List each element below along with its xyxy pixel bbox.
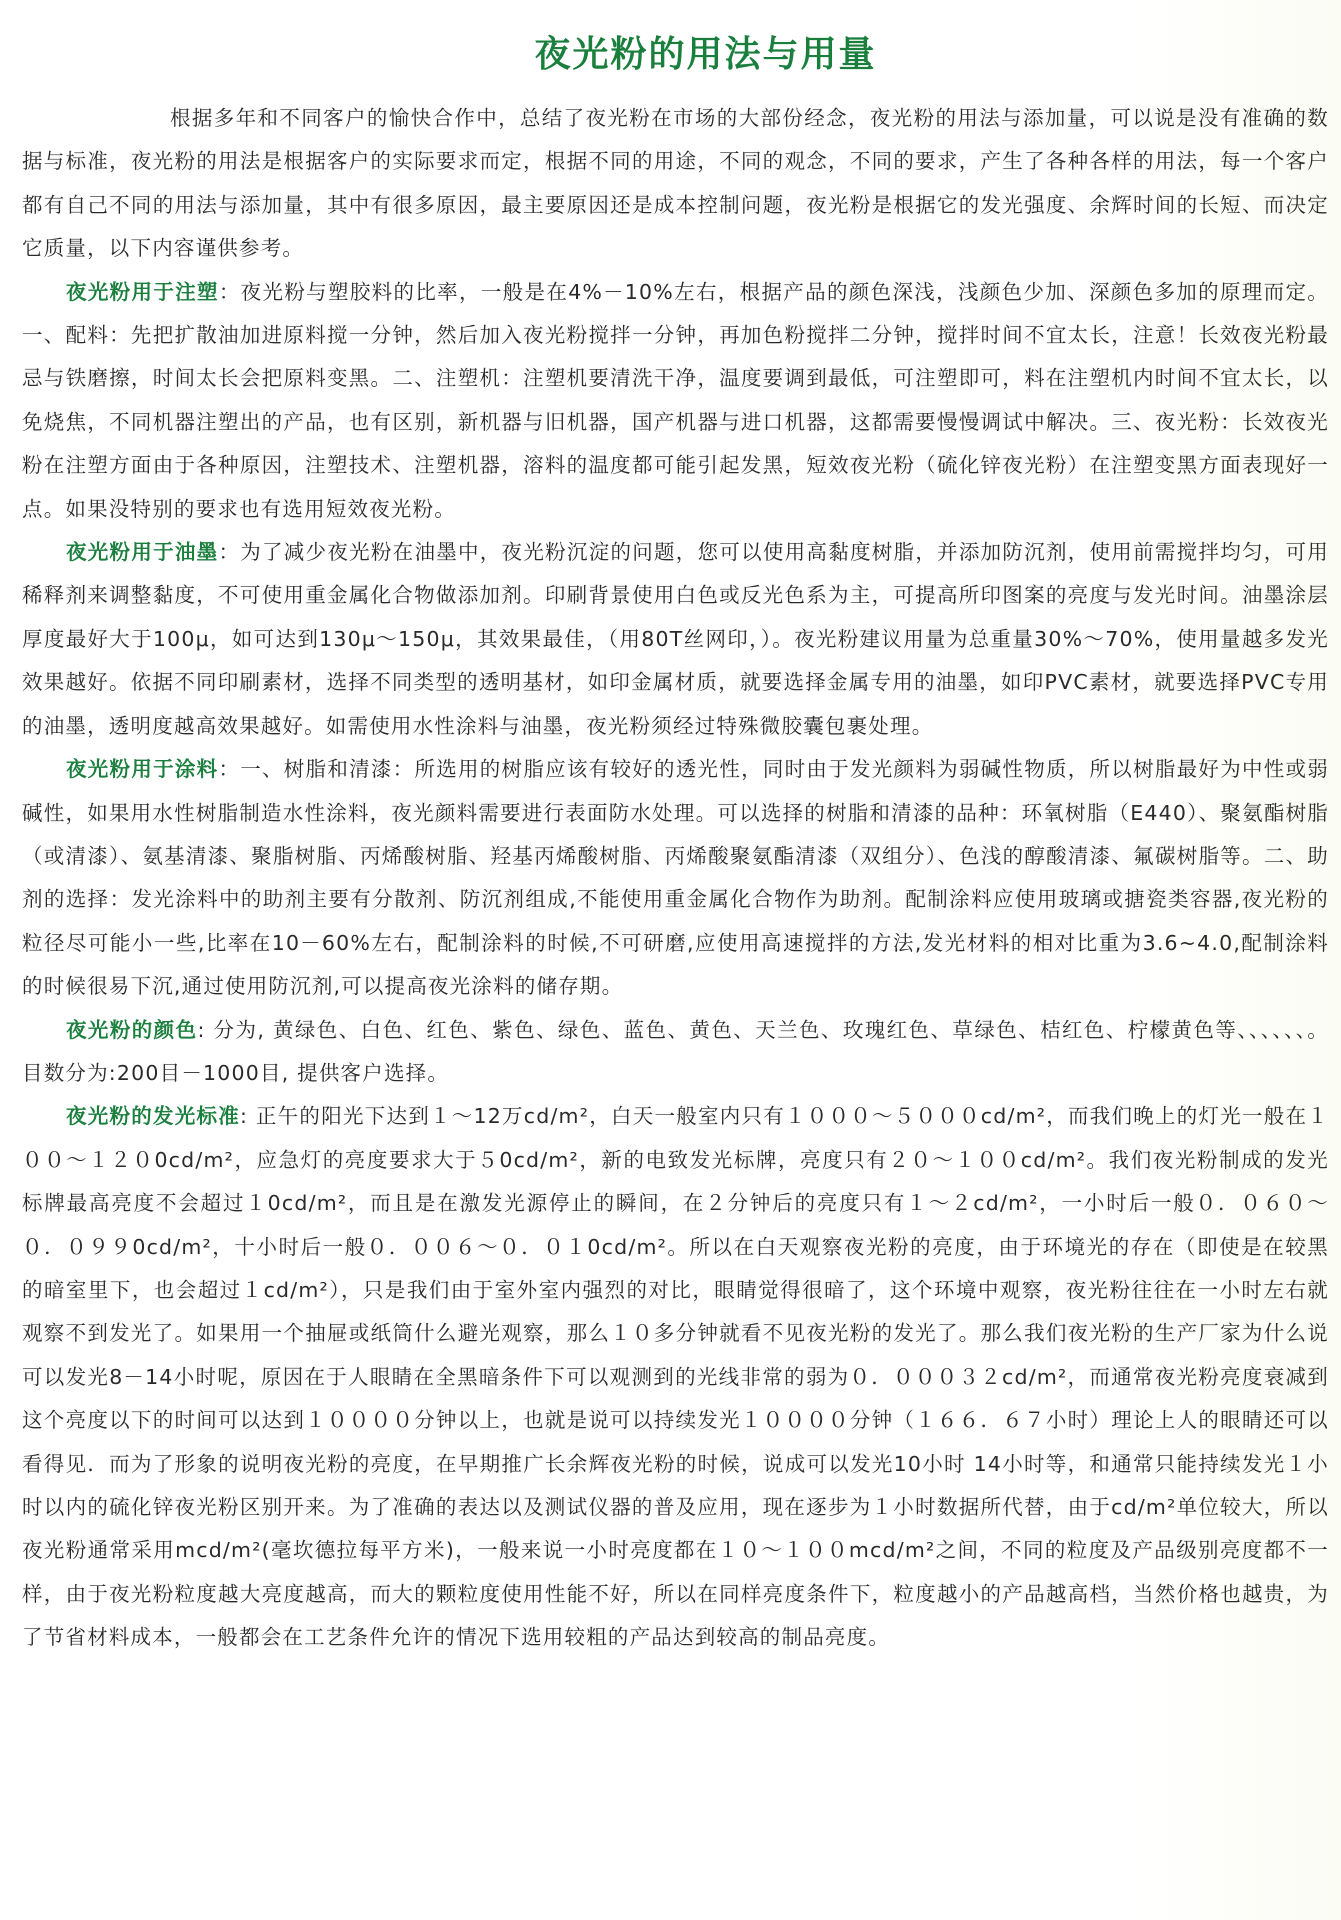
- section-heading: 夜光粉的发光标准: [66, 1104, 241, 1129]
- section-heading: 夜光粉用于油墨: [66, 540, 219, 565]
- section-heading: 夜光粉用于注塑: [66, 279, 219, 304]
- section-body: ：一、树脂和清漆：所选用的树脂应该有较好的透光性，同时由于发光颜料为弱碱性物质，所以树脂最好为中性或弱碱性，如果用水性树脂制造水性涂料，夜光颜料需要进行表面防水处理。可以选择的树脂和清漆的品种：环氧树脂（E440）、聚氨酯树脂（或清漆）、氨基清漆、聚脂树脂、丙烯酸树脂、羟基丙烯酸树脂、丙烯酸聚氨酯清漆（双组分）、色浅的醇酸清漆、氟碳树脂等。二、助剂的选择：发光涂料中的助剂主要有分散剂、防沉剂组成,不能使用重金属化合物作为助剂。配制涂料应使用玻璃或搪瓷类容器,夜光粉的粒径尽可能小一些,比率在10－60%左右，配制涂料的时候,不可研磨,应使用高速搅拌的方法,发光材料的相对比重为3.6~4.0,配制涂料的时候很易下沉,通过使用防沉剂,可以提高夜光涂料的储存期。: [22, 757, 1330, 999]
- section-body: : 正午的阳光下达到１～12万cd/m²，白天一般室内只有１０００～５０００cd/m²，而我们晚上的灯光一般在１００～１２０0cd/m²，应急灯的亮度要求大于５0cd/m²，新的电致发光标牌，亮度只有２０～１００cd/m²。我们夜光粉制成的发光标牌最高亮度不会超过１0cd/m²，而且是在激发光源停止的瞬间，在２分钟后的亮度只有１～２cd/m²，一小时后一般０．０６０～０．０９９0cd/m²，十小时后一般０．００６～０．０１0cd/m²。所以在白天观察夜光粉的亮度，由于环境光的存在（即使是在较黑的暗室里下，也会超过１cd/m²），只是我们由于室外室内强烈的对比，眼睛觉得很暗了，这个环境中观察，夜光粉往往在一小时左右就观察不到发光了。如果用一个抽屉或纸筒什么避光观察，那么１０多分钟就看不见夜光粉的发光了。那么我们夜光粉的生产厂家为什么说可以发光8－14小时呢，原因在于人眼睛在全黑暗条件下可以观测到的光线非常的弱为０．０００３２cd/m²，而通常夜光粉亮度衰减到这个亮度以下的时间可以达到１００００分钟以上，也就是说可以持续发光１００００分钟（１６６．６７小时）理论上人的眼睛还可以看得见．而为了形象的说明夜光粉的亮度，在早期推广长余辉夜光粉的时候，说成可以发光10小时 14小时等，和通常只能持续发光１小时以内的硫化锌夜光粉区别开来。为了准确的表达以及测试仪器的普及应用，现在逐步为１小时数据所代替，由于cd/m²单位较大，所以夜光粉通常采用mcd/m²(毫坎德拉每平方米)，一般来说一小时亮度都在１０～１００mcd/m²之间，不同的粒度及产品级别亮度都不一样，由于夜光粉粒度越大亮度越高，而大的颗粒度使用性能不好，所以在同样亮度条件下，粒度越小的产品越高档，当然价格也越贵，为了节省材料成本，一般都会在工艺条件允许的情况下选用较粗的产品达到较高的制品亮度。: [22, 1104, 1329, 1650]
- section-heading: 夜光粉的颜色: [66, 1017, 198, 1042]
- intro-paragraph: 根据多年和不同客户的愉快合作中，总结了夜光粉在市场的大部份经念，夜光粉的用法与添加量，可以说是没有准确的数据与标准，夜光粉的用法是根据客户的实际要求而定，根据不同的用途，不同的观念，不同的要求，产生了各种各样的用法，每一个客户都有自己不同的用法与添加量，其中有很多原因，最主要原因还是成本控制问题，夜光粉是根据它的发光强度、余辉时间的长短、而决定它质量，以下内容谨供参考。: [22, 106, 1329, 261]
- section-ink: [22, 531, 1329, 748]
- section-body: : 分为, 黄绿色、白色、红色、紫色、绿色、蓝色、黄色、天兰色、玫瑰红色、草绿色、桔红色、柠檬黄色等、、、、、、。目数分为:200目－1000目, 提供客户选择。: [22, 1017, 1329, 1085]
- section-heading: 夜光粉用于涂料: [66, 757, 219, 782]
- section-injection-molding: [22, 271, 1329, 531]
- section-body: ：夜光粉与塑胶料的比率，一般是在4%－10%左右，根据产品的颜色深浅，浅颜色少加、深颜色多加的原理而定。一、配料：先把扩散油加进原料搅一分钟，然后加入夜光粉搅拌一分钟，再加色粉搅拌二分钟，搅拌时间不宜太长，注意！长效夜光粉最忌与铁磨擦，时间太长会把原料变黑。二、注塑机：注塑机要清洗干净，温度要调到最低，可注塑即可，料在注塑机内时间不宜太长，以免烧焦，不同机器注塑出的产品，也有区别，新机器与旧机器，国产机器与进口机器，这都需要慢慢调试中解决。三、夜光粉：长效夜光粉在注塑方面由于各种原因，注塑技术、注塑机器，溶料的温度都可能引起发黑，短效夜光粉（硫化锌夜光粉）在注塑变黑方面表现好一点。如果没特别的要求也有选用短效夜光粉。: [22, 279, 1329, 521]
- section-body: ：为了减少夜光粉在油墨中，夜光粉沉淀的问题，您可以使用高黏度树脂，并添加防沉剂，使用前需搅拌均匀，可用稀释剂来调整黏度，不可使用重金属化合物做添加剂。印刷背景使用白色或反光色系为主，可提高所印图案的亮度与发光时间。油墨涂层厚度最好大于100μ，如可达到130μ～150μ，其效果最佳，（用80T丝网印，）。夜光粉建议用量为总重量30%～70%，使用量越多发光效果越好。依据不同印刷素材，选择不同类型的透明基材，如印金属材质，就要选择金属专用的油墨，如印PVC素材，就要选择PVC专用的油墨，透明度越高效果越好。如需使用水性涂料与油墨，夜光粉须经过特殊微胶囊包裹处理。: [22, 540, 1330, 738]
- section-coating: [22, 748, 1329, 1008]
- page-title: 夜光粉的用法与用量: [534, 34, 877, 75]
- section-luminance-standard: [22, 1095, 1329, 1659]
- section-colors: [22, 1009, 1329, 1096]
